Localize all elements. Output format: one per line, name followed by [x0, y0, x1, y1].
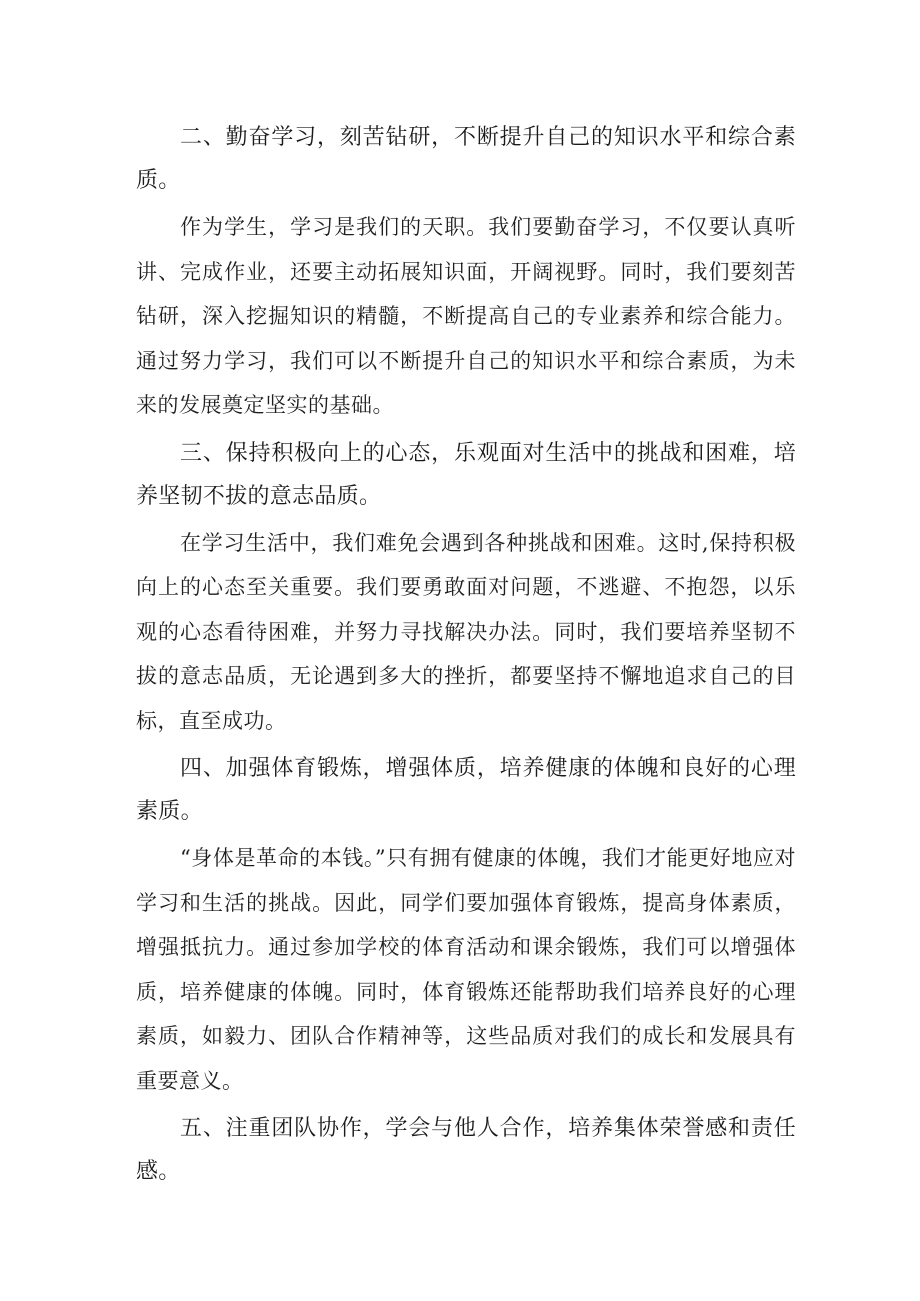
section-paragraph-4: “身体是革命的本钱。”只有拥有健康的体魄，我们才能更好地应对学习和生活的挑战。因此，同学们要加强体育锻炼，提高身体素质，增强抵抗力。通过参加学校的体育活动和课余锻炼，我们可以增强体质，培养健康的体魄。同时，体育锻炼还能帮助我们培养良好的心理素质，如毅力、团队合作精神等，这些品质对我们的成长和发展具有重要意义。	[136, 846, 796, 1093]
section-heading-5: 五、注重团队协作，学会与他人合作，培养集体荣誉感和责任感。	[136, 1116, 796, 1184]
section-paragraph-2: 作为学生，学习是我们的天职。我们要勤奋学习，不仅要认真听讲、完成作业，还要主动拓展知识面，开阔视野。同时，我们要刻苦钻研，深入挖掘知识的精髓，不断提高自己的专业素养和综合能力。通过努力学习，我们可以不断提升自己的知识水平和综合素质，为未来的发展奠定坚实的基础。	[136, 215, 796, 417]
section-heading-4: 四、加强体育锻炼，增强体质，培养健康的体魄和良好的心理素质。	[136, 756, 796, 824]
section-heading-2: 二、勤奋学习，刻苦钻研，不断提升自己的知识水平和综合素质。	[136, 125, 796, 193]
section-paragraph-3: 在学习生活中，我们难免会遇到各种挑战和困难。这时,保持积极向上的心态至关重要。我们要勇敢面对问题，不逃避、不抱怨，以乐观的心态看待困难，并努力寻找解决办法。同时，我们要培养坚韧不拔的意志品质，无论遇到多大的挫折，都要坚持不懈地追求自己的目标，直至成功。	[136, 530, 796, 733]
document-body	[136, 116, 796, 1196]
section-heading-3: 三、保持积极向上的心态，乐观面对生活中的挑战和困难，培养坚韧不拔的意志品质。	[136, 440, 796, 509]
